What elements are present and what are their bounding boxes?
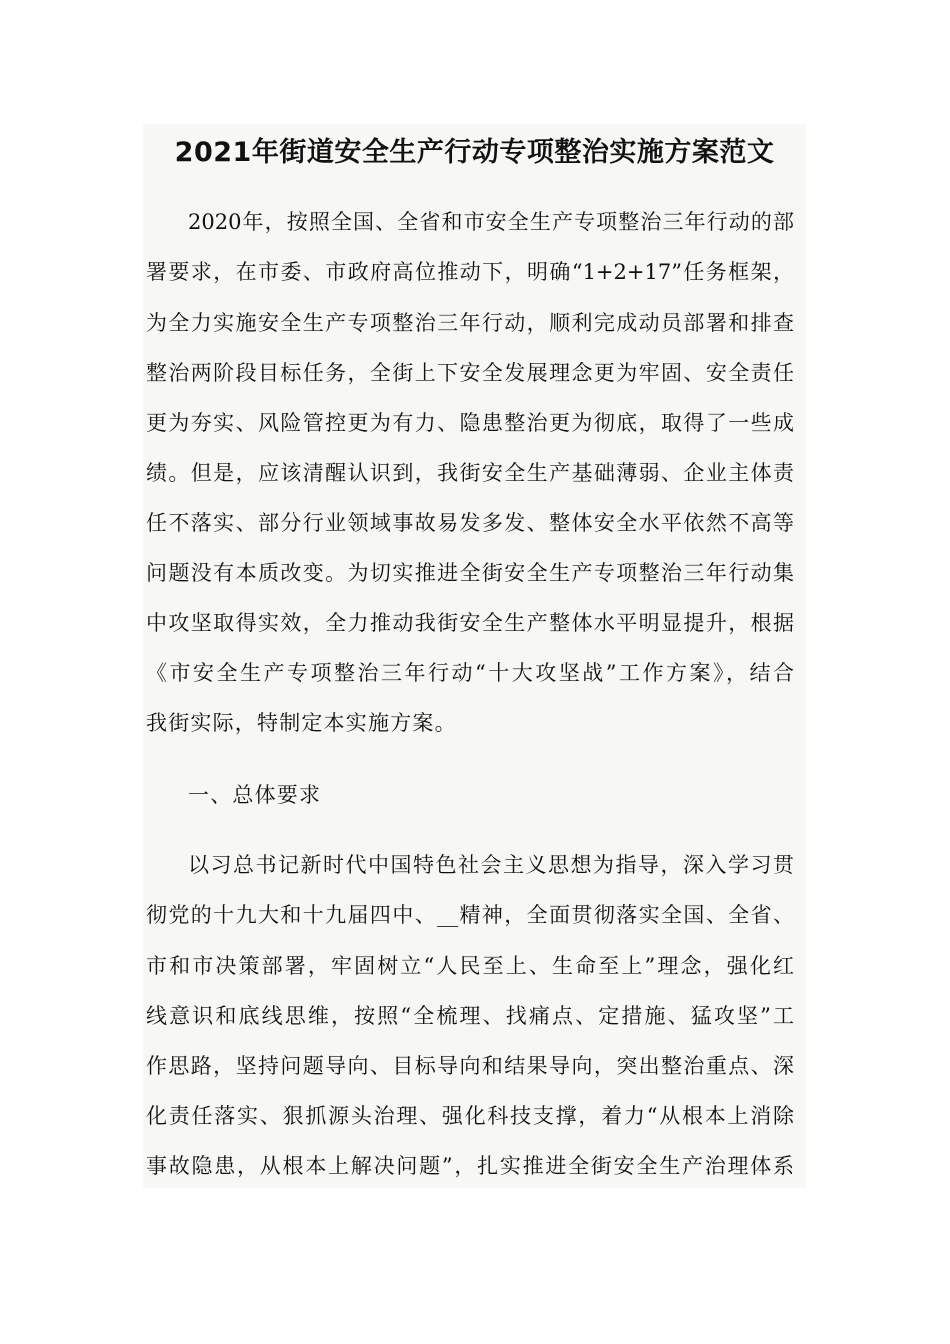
paragraph-line: 我街实际，特制定本实施方案。 [146, 711, 457, 735]
paragraph-line: 线意识和底线思维，按照“全梳理、找痛点、定措施、猛攻坚”工 [146, 1004, 794, 1028]
paragraph-line: 以习总书记新时代中国特色社会主义思想为指导，深入学习贯 [188, 853, 794, 877]
paragraph-line: 事故隐患，从根本上解决问题”，扎实推进全街安全生产治理体系 [146, 1154, 794, 1178]
paragraph-line: 作思路，坚持问题导向、目标导向和结果导向，突出整治重点、深 [146, 1054, 794, 1078]
paragraph-line: 《市安全生产专项整治三年行动“十大攻坚战”工作方案》，结合 [146, 661, 794, 685]
document-title: 2021年街道安全生产行动专项整治实施方案范文 [174, 137, 775, 168]
paragraph-line: 化责任落实、狠抓源头治理、强化科技支撑，着力“从根本上消除 [146, 1104, 794, 1128]
paragraph-line: 问题没有本质改变。为切实推进全街安全生产专项整治三年行动集 [146, 561, 794, 585]
paragraph-line: 更为夯实、风险管控更为有力、隐患整治更为彻底，取得了一些成 [146, 411, 794, 435]
paragraph-line: 任不落实、部分行业领域事故易发多发、整体安全水平依然不高等 [146, 511, 794, 535]
paragraph-line: 为全力实施安全生产专项整治三年行动，顺利完成动员部署和排查 [146, 311, 794, 335]
paragraph-line: 2020年，按照全国、全省和市安全生产专项整治三年行动的部 [188, 210, 794, 234]
paragraph-line: 彻党的十九大和十九届四中、__精神，全面贯彻落实全国、全省、 [146, 903, 794, 927]
paragraph-line: 中攻坚取得实效，全力推动我街安全生产整体水平明显提升，根据 [146, 611, 794, 635]
paragraph-line: 署要求，在市委、市政府高位推动下，明确“1+2+17”任务框架， [146, 260, 794, 284]
paragraph-line: 绩。但是，应该清醒认识到，我街安全生产基础薄弱、企业主体责 [146, 461, 794, 485]
paragraph-line: 整治两阶段目标任务，全街上下安全发展理念更为牢固、安全责任 [146, 361, 794, 385]
paragraph-line: 市和市决策部署，牢固树立“人民至上、生命至上”理念，强化红 [146, 954, 794, 978]
section-heading: 一、总体要求 [188, 783, 322, 807]
